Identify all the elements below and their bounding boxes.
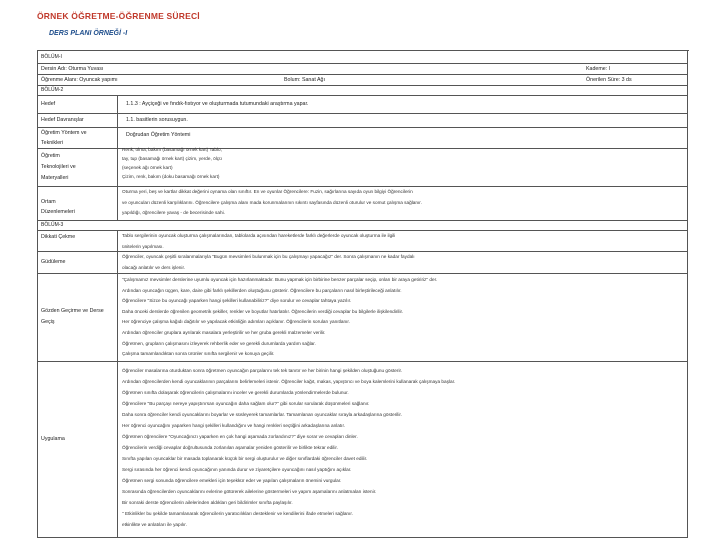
attention-line: ünitelerin yapılması. [122,243,164,249]
application-row [37,362,688,538]
application-line: Öğretmen öğrencilere "Oyuncağınızı yaparken en çok hangi aşamada zorlandınız?" diye sorar ve cevapları dinler. [122,434,358,439]
behaviors-row [37,114,688,128]
application-line: Sergi sırasında her öğrenci kendi oyuncağının yanında durur ve ziyaretçilere oyuncağını nasıl yaptığını açıklar. [122,467,352,472]
application-line: Öğrenciler masalarına oturduktan sonra öğretmen oyuncağın parçalarını tek tek tanıtır ve her birinin hangi şekilden oluştuğunu gösterir. [122,368,403,373]
review-value [122,275,683,360]
motivation-line: Öğrenciler, oyuncak çeşitli sıralanmalarıyla "Bugün mevsimleri bulunmak için bu çalışmayı yapacağız" der. Sonra çalışmanın ne kadar faydalı [122,254,415,259]
application-line: Öğretmen sergi sonunda öğrencilere emekleri için teşekkür eder ve yapılan çalışmaların önemini vurgular. [122,478,342,483]
application-line: Öğrencilere "Bu parçayı nereye yapıştırırsan oyuncağın daha sağlam olur?" gibi sorular sorularak düşünmeleri sağlanır. [122,401,370,406]
review-line: "Çalışmamız mevsimler derslerine uyumlu oyuncak için hazırlanmaktadır. Bunu yapmak için birbirine benzer parçalar seçip, onları bir araya getiririz" der. [122,277,438,282]
application-line: Öğretmen sınıfta dolaşarak öğrencilerin çalışmalarını inceler ve gerekli durumlarda yönlendirmelerde bulunur. [122,390,349,395]
goal-value: 1.1.3 : Ayçiçeği ve fındık-fıstıyor ve oluşturmada tutumundaki araştırma yapar. [126,101,309,107]
materials-row [37,149,688,187]
methods-label-line2: Teknikleri [41,140,64,146]
motivation-label: Güdüleme [41,259,66,265]
application-line: " Etkinlikler bu şekilde tamamlanarak öğrencilerin yaratıcılıkları desteklenir ve kendilerini ifade etmeleri sağlanır. [122,511,353,516]
application-line: Her öğrenci oyuncağını yaparken hangi şekilleri kullandığını ve hangi renkleri seçtiğini arkadaşlarına anlatır. [122,423,346,428]
section-3-header [37,221,688,231]
environment-value [122,187,683,219]
attention-label: Dikkati Çekme [41,234,76,240]
review-line: Çalışma tamamlandıktan sonra ürünler sınıfta sergilenir ve konuya geçilir. [122,351,275,357]
materials-label-line2: Teknolojileri ve [41,164,76,170]
environment-line: Oturma yeri, beş ve kartlar dikkat değerini oynama olan sınıftır. En ve oyunlar Öğrencilere: Fuzin, sağırlarına sayıda oyun bilgiyi Öğrencilerin [122,189,413,194]
lesson-plan-table [37,50,689,538]
motivation-row [37,252,688,274]
environment-label-line1: Ortam [41,199,56,205]
review-line: Öğrencilere "Sizce bu oyuncağı yaparken hangi şekilleri kullanabiliriz?" diye sorulur ve cevaplar tahtaya yazılır. [122,298,352,304]
learning-area-row [37,75,688,86]
environment-label-line2: Düzenlemeleri [41,209,75,215]
course-info-row [37,64,688,75]
page-subtitle: DERS PLANI ÖRNEĞİ -I [49,30,128,37]
materials-value [122,145,683,181]
review-line: Daha önceki derslerde öğrenilen geometrik şekiller, renkler ve boyutlar hatırlatılır. Öğrencilerin verdiği cevaplar bu bilgilerle ilişkilendirilir. [122,308,404,314]
materials-line: Renk, olma, bakım (basamağı örnek kart) Tablo, [122,147,222,152]
motivation-line: olacağı anlatılır ve ders işlenir. [122,264,186,270]
materials-label-line1: Öğretim [41,153,60,159]
application-line: etkinlikte ve anlatıları ile yapılır. [122,522,187,527]
learning-area: Öğrenme Alanı: Oyuncak yapımı [41,77,118,83]
materials-line: (seçenek ağı örnek kart) [122,165,173,170]
application-label: Uygulama [41,436,65,442]
grade-level: Kademe: I [586,66,611,72]
review-label-line2: Geçiş [41,319,55,325]
section-1-header [37,51,688,64]
environment-line: ve oyuncuları düzenli karşılıklarını. Öğrencilere çalışma alanı mada korunmalarının sıkıntı sayfasında düzenli oturulur ve somut çalışma sağlanır. [122,199,422,205]
goal-label: Hedef [41,101,56,107]
environment-line: yapıldığı, öğrencilere yavaş - de becerisinde sahi. [122,210,225,216]
review-row [37,274,688,362]
review-line: Ardından öğrenciler gruplara ayrılarak masalara yerleştirilir ve her gruba gerekli malzemeler verilir. [122,329,326,335]
section-2-label: BÖLÜM-2 [41,87,64,93]
review-line: Ardından oyuncağın üçgen, kare, daire gibi farklı şekillerden oluştuğunu gösterir. Öğrencilere bu parçaların nasıl birleştirileceği anlatılır. [122,287,402,293]
application-line: Sonrasında öğrencilerden oyuncaklarını evlerine götürerek ailelerine göstermeleri ve yapım aşamalarını anlatmaları istenir. [122,489,377,494]
attention-value [122,231,683,252]
application-value [122,365,683,530]
application-line: Daha sonra öğrenciler kendi oyuncaklarını boyarlar ve süsleyerek tamamlarlar. Tamamlanan oyuncaklar sırayla arkadaşlarına gösterilir. [122,412,402,417]
methods-value: Doğrudan Öğretim Yöntemi [126,132,191,138]
section-2-header [37,86,688,96]
application-line: Bir sonraki derste öğrencilerin ailelerinden aldıkları geri bildirimler sınıfta paylaşılır. [122,500,293,505]
review-label-line1: Gözden Geçirme ve Derse [41,308,104,314]
materials-line: tay, tup (basamağı örnek kart) çizim, yerde, ölçü [122,156,222,161]
section-1-label: BÖLÜM-I [41,54,62,60]
materials-line: Çizim, renk, bakım (doku basamağı örnek kart) [122,174,220,179]
methods-label-line1: Öğretim Yöntem ve [41,130,87,136]
page-title: ÖRNEK ÖĞRETME-ÖĞRENME SÜRECİ [37,11,200,21]
duration: Önerilen Süre: 3 ds [586,77,632,83]
course-name: Dersin Adı: Oturma Yuvası [41,66,104,72]
behaviors-label: Hedef Davranışlar [41,117,84,123]
review-line: Her öğrenciye çalışma kağıdı dağıtılır ve yapılacak etkinliğin adımları açıklanır. Öğrencilerin soruları yanıtlanır. [122,319,350,325]
attention-line: Tablo sergilerinin oyuncak oluşturma çalışmalarından, tablolarda açısından hareketlerde farklı değerlerde oyuncak oluşturma ile ilgili [122,233,396,238]
goal-row [37,96,688,114]
motivation-value [122,252,683,273]
application-line: Sınıfta yapılan oyuncaklar bir masada toplanarak küçük bir sergi oluşturulur ve diğer sınıflardaki öğrenciler davet edilir. [122,456,368,461]
application-line: Öğrencilerin verdiği cevaplar doğrultusunda zorlanılan aşamalar yeniden gösterilir ve birlikte tekrar edilir. [122,445,338,450]
attention-row [37,231,688,252]
unit: Bolum: Sanat Ağı [284,77,325,83]
section-3-label: BÖLÜM-3 [41,222,64,228]
behaviors-value: 1.1. basitlerin sorusuygun. [126,117,188,123]
application-line: Ardından öğrencilerden kendi oyuncaklarının parçalarını belirlemeleri istenir. Öğrenciler kağıt, makas, yapıştırıcı ve boya kalemlerini kullanarak çalışmaya başlar. [122,379,456,384]
environment-row [37,187,688,221]
materials-label-line3: Materyalleri [41,175,69,181]
review-line: Öğretmen, grupların çalışmasını izleyerek rehberlik eder ve gerekli durumlarda yardım sağlar. [122,340,316,346]
